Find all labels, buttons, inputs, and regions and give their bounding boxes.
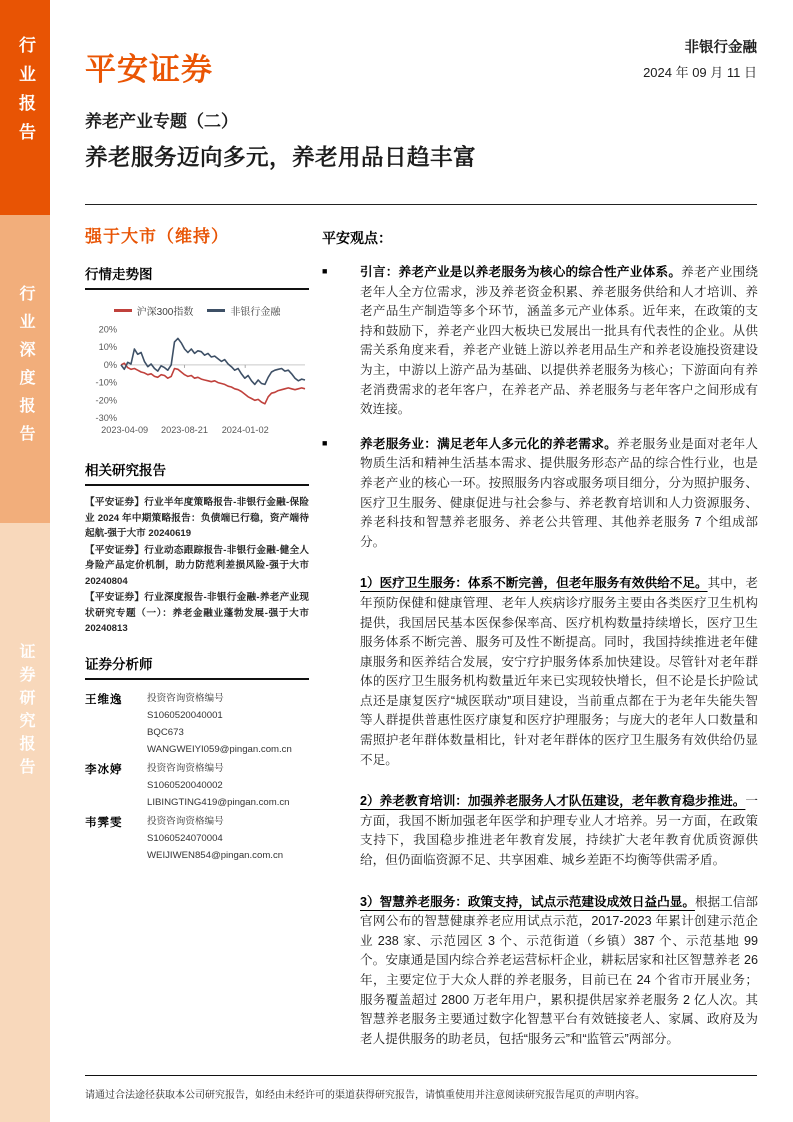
trend-chart	[85, 320, 309, 438]
pingan-securities-logo: 平安证券	[85, 52, 213, 87]
svg-text:10%: 10%	[98, 342, 117, 353]
square-bullet-icon	[322, 435, 360, 553]
footer-disclaimer: 请通过合法途径获取本公司研究报告，如经由未经许可的渠道获得研究报告，请慎重使用并注意阅读研究报告尾页的声明内容。	[85, 1090, 645, 1101]
bullet-text	[360, 435, 758, 553]
viewpoints-heading: 平安观点：	[322, 230, 392, 246]
svg-text:-20%: -20%	[95, 395, 117, 406]
analyst-name: 韦霁雯	[85, 817, 123, 830]
analyst-cert-code: BQC673	[147, 726, 184, 738]
related-report-item: 【平安证券】行业半年度策略报告-非银行金融-保险业 2024 年中期策略报告：负债端已行稳，资产端待起航-强于大市 20240619	[85, 497, 309, 540]
report-date: 2024 年 09 月 11 日	[643, 65, 757, 80]
analyst-name: 李冰婷	[85, 764, 123, 777]
analyst-license-label: 投资咨询资格编号	[147, 692, 224, 704]
analyst-details	[147, 813, 309, 864]
paragraph-body: 其中，老年预防保健和健康管理、老年人疾病诊疗服务主要由各类医疗卫生机构提供，我国居民基本医保参保率高、医疗机构数量持续增长，医疗卫生服务体系不断完善、服务可及性不断提高。同时，我国持续推进老年健康服务和医养结合发展，安宁疗护服务体系加快建设。尽管针对老年群体的医疗卫生服务机构数量近年来已实现较快增长，但不论是长护险试点还是康复医疗“城医联动”项目建设，当前重点都在于为老年失能失智等人群提供普惠性医疗康复和医疗护理服务；与庞大的老年人口数量和需照护老年群体数量相比，针对老年群体的医疗卫生服务有效供给仍显不足。	[360, 576, 758, 767]
paragraph-smart-elderly-care	[360, 893, 758, 1050]
legend-swatch	[114, 309, 132, 312]
industry-tag: 非银行金融	[684, 40, 757, 56]
ribbon-label: 行业深度报告	[17, 285, 34, 453]
ribbon-label: 行业报告	[16, 36, 35, 152]
analyst-license-number: S1060520040001	[147, 709, 223, 721]
analyst-name: 王维逸	[85, 693, 123, 706]
legend-swatch	[207, 309, 225, 312]
section-heading-analysts: 证券分析师	[85, 653, 309, 680]
square-bullet-icon	[322, 263, 360, 420]
related-report-item: 【平安证券】行业动态跟踪报告-非银行金融-健全人身险产品定价机制，助力防范利差损风险-强于大市 20240804	[85, 544, 309, 587]
analyst-email: LIBINGTING419@pingan.com.cn	[147, 797, 290, 809]
paragraph-lead: 3）智慧养老服务：政策支持，试点示范建设成效日益凸显。	[360, 894, 695, 909]
paragraph-body: 根据工信部官网公布的智慧健康养老应用试点示范，2017-2023 年累计创建示范企业 238 家、示范园区 3 个、示范街道（乡镇）387 个、示范基地 99 个。安康通是国内综合养老运营标杆企业，耕耘居家和社区智慧养老 26 年，主要定位于大众人群的养老服务，目前已在 24 个省市开展业务；服务覆盖超过 2800 万老年用户，累积提供居家养老服务 2 亿人次。其智慧养老服务主要通过数字化智慧平台有效链接老人、家属、政府及为老人提供服务的助老员，包括“服务云”和“监管云”两部分。	[360, 894, 758, 1046]
rating-badge: 强于大市（维持）	[85, 227, 229, 246]
legend-label: 非银行金融	[230, 307, 281, 318]
bullet-lead: 养老服务业：满足老年人多元化的养老需求。	[360, 436, 617, 451]
bullet-body: 养老产业围绕老年人全方位需求，涉及养老资金积累、养老服务供给和人才培训、养老产品生产制造等多个环节，涵盖多元产业体系。近年来，在政策的支持和鼓励下，养老产业四大板块已发展出一批具有代表性的企业。从供需关系角度来看，养老产业链上游以养老用品生产和养老设施投资建设为主，中游以上游产品为基础、以提供养老服务为核心；下游面向有养老消费需求的老年客户，在养老产品、养老服务与老年客户之间形成有效连接。	[360, 265, 759, 417]
analyst-email: WEIJIWEN854@pingan.com.cn	[147, 850, 284, 862]
svg-text:-10%: -10%	[95, 377, 117, 388]
bullet-text	[360, 263, 758, 420]
ribbon-securities-research-report	[0, 523, 50, 1122]
analyst-email: WANGWEIYI059@pingan.com.cn	[147, 743, 292, 755]
svg-text:2023-04-09: 2023-04-09	[101, 425, 149, 435]
left-sidebar-column	[85, 222, 309, 866]
analysts-list	[85, 690, 309, 865]
bullet-body: 养老服务业是面对老年人物质生活和精神生活基本需求、提供服务形态产品的综合性行业，也是养老产业的核心一环。按照服务内容或服务项目细分，分为照护服务、医疗卫生服务、健康促进与社会参与、养老教育培训和人力资源服务、养老科技和智慧养老服务、养老公共管理、其他养老服务 7 个组成部分。	[360, 436, 759, 549]
ribbon-industry-depth-report	[0, 215, 50, 523]
ribbon-industry-report	[0, 0, 50, 215]
analyst-license-label: 投资咨询资格编号	[147, 816, 224, 828]
svg-text:2024-01-02: 2024-01-02	[221, 425, 269, 435]
bullet-item-intro	[322, 263, 758, 420]
main-content-column	[322, 228, 758, 1049]
svg-text:-30%: -30%	[95, 413, 117, 423]
ribbon-label: 证券研究报告	[17, 643, 34, 781]
analyst-details	[147, 760, 309, 811]
analyst-details	[147, 690, 309, 758]
svg-text:2023-08-21: 2023-08-21	[160, 425, 208, 435]
paragraph-lead: 2）养老教育培训：加强养老服务人才队伍建设，老年教育稳步推进。	[360, 794, 746, 809]
paragraph-elderly-education	[360, 792, 758, 870]
analyst-row	[85, 690, 309, 758]
analyst-license-label: 投资咨询资格编号	[147, 763, 224, 775]
legend-item	[207, 303, 280, 318]
analyst-row	[85, 813, 309, 864]
paragraph-medical-service	[360, 574, 758, 770]
svg-text:0%: 0%	[103, 359, 117, 370]
page-title: 养老服务迈向多元，养老用品日趋丰富	[85, 145, 477, 170]
trend-chart-container	[85, 320, 309, 443]
analyst-license-number: S1060524070004	[147, 833, 223, 845]
legend-label: 沪深300指数	[136, 307, 194, 318]
analyst-row	[85, 760, 309, 811]
bullet-item-elderly-service	[322, 435, 758, 553]
analyst-license-number: S1060520040002	[147, 780, 223, 792]
section-heading-related-reports: 相关研究报告	[85, 459, 309, 486]
chart-legend	[85, 303, 309, 318]
paragraph-body: 一方面，我国不断加强老年医学和护理专业人才培养。另一方面，在政策支持下，我国稳步推进老年教育发展，持续扩大老年教育优质资源供给，但仍面临资源不足、共享困难、城乡差距不均衡等供需矛盾。	[360, 794, 758, 868]
paragraph-lead: 1）医疗卫生服务：体系不断完善，但老年服务有效供给不足。	[360, 576, 708, 591]
bullet-lead: 引言：养老产业是以养老服务为核心的综合性产业体系。	[360, 265, 682, 279]
svg-text:20%: 20%	[98, 324, 117, 335]
series-title: 养老产业专题（二）	[85, 112, 238, 131]
title-divider	[85, 204, 757, 205]
footer-divider	[85, 1075, 757, 1076]
related-report-item: 【平安证券】行业深度报告-非银行金融-养老产业现状研究专题（一）：养老金融业蓬勃发展-强于大市 20240813	[85, 592, 309, 635]
legend-item	[114, 303, 194, 318]
related-reports-list	[85, 495, 309, 637]
section-heading-trend-chart: 行情走势图	[85, 263, 309, 290]
